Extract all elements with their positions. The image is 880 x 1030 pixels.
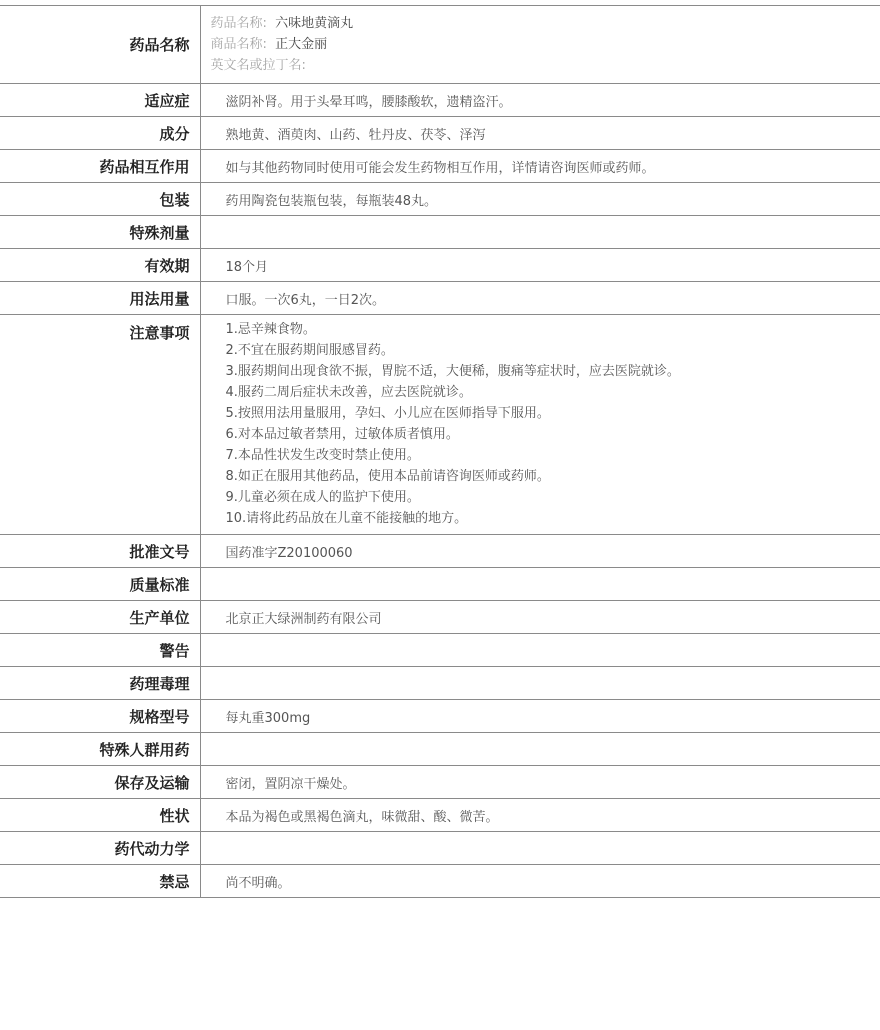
row-label: 生产单位 [0, 601, 200, 634]
row-label: 保存及运输 [0, 766, 200, 799]
row-value: 如与其他药物同时使用可能会发生药物相互作用，详情请咨询医师或药师。 [200, 150, 880, 183]
list-item: 5.按照用法用量服用，孕妇、小儿应在医师指导下服用。 [225, 406, 550, 421]
spec-row [0, 799, 880, 832]
name-value: 正大金丽 [275, 37, 328, 52]
list-item: 9.儿童必须在成人的监护下使用。 [225, 490, 420, 505]
spec-row [0, 832, 880, 865]
list-item: 7.本品性状发生改变时禁止使用。 [225, 448, 420, 463]
precautions-cell [200, 315, 880, 535]
list-item: 4.服药二周后症状未改善，应去医院就诊。 [225, 385, 472, 400]
precautions-row [0, 315, 880, 535]
row-label: 特殊人群用药 [0, 733, 200, 766]
list-item: 6.对本品过敏者禁用，过敏体质者慎用。 [225, 427, 459, 442]
drug-name-line [211, 13, 880, 34]
row-label: 有效期 [0, 249, 200, 282]
drug-name-block [200, 6, 880, 84]
row-label: 药品名称 [0, 6, 200, 84]
row-value [200, 832, 880, 865]
row-label: 规格型号 [0, 700, 200, 733]
list-item: 2.不宜在服药期间服感冒药。 [225, 343, 394, 358]
row-label: 包装 [0, 183, 200, 216]
row-label: 批准文号 [0, 535, 200, 568]
row-value: 尚不明确。 [200, 865, 880, 898]
spec-row [0, 249, 880, 282]
row-label: 特殊剂量 [0, 216, 200, 249]
drug-spec-table [0, 5, 880, 898]
row-value: 本品为褐色或黑褐色滴丸，味微甜、酸、微苦。 [200, 799, 880, 832]
row-label: 药理毒理 [0, 667, 200, 700]
row-label: 警告 [0, 634, 200, 667]
row-label: 性状 [0, 799, 200, 832]
list-item: 8.如正在服用其他药品，使用本品前请咨询医师或药师。 [225, 469, 550, 484]
latin-name-line [211, 55, 880, 76]
row-value [200, 733, 880, 766]
row-label: 禁忌 [0, 865, 200, 898]
row-value [200, 568, 880, 601]
row-label: 适应症 [0, 84, 200, 117]
row-label: 用法用量 [0, 282, 200, 315]
list-item: 1.忌辛辣食物。 [225, 322, 316, 337]
row-value: 国药准字Z20100060 [200, 535, 880, 568]
name-key: 药品名称: [210, 16, 267, 31]
row-value: 熟地黄、酒萸肉、山药、牡丹皮、茯苓、泽泻 [200, 117, 880, 150]
name-key: 商品名称: [210, 37, 267, 52]
row-value: 药用陶瓷包装瓶包装，每瓶装48丸。 [200, 183, 880, 216]
row-value: 北京正大绿洲制药有限公司 [200, 601, 880, 634]
row-value: 密闭，置阴凉干燥处。 [200, 766, 880, 799]
row-label: 药品相互作用 [0, 150, 200, 183]
spec-row [0, 282, 880, 315]
spec-row [0, 634, 880, 667]
drug-name-row [0, 6, 880, 84]
name-key: 英文名或拉丁名: [210, 58, 306, 73]
row-label: 成分 [0, 117, 200, 150]
list-item: 3.服药期间出现食欲不振，胃脘不适，大便稀，腹痛等症状时，应去医院就诊。 [225, 364, 680, 379]
spec-row [0, 535, 880, 568]
row-value: 每丸重300mg [200, 700, 880, 733]
row-label: 注意事项 [0, 315, 200, 535]
spec-row [0, 733, 880, 766]
spec-row [0, 766, 880, 799]
row-value: 18个月 [200, 249, 880, 282]
list-item: 10.请将此药品放在儿童不能接触的地方。 [225, 511, 468, 526]
spec-row [0, 568, 880, 601]
spec-row [0, 667, 880, 700]
spec-row [0, 865, 880, 898]
spec-row [0, 700, 880, 733]
spec-row [0, 84, 880, 117]
trade-name-line [211, 34, 880, 55]
precautions-list [226, 315, 880, 534]
row-value [200, 634, 880, 667]
spec-row [0, 117, 880, 150]
row-value [200, 667, 880, 700]
row-value: 口服。一次6丸，一日2次。 [200, 282, 880, 315]
spec-row [0, 150, 880, 183]
row-value [200, 216, 880, 249]
row-value: 滋阴补肾。用于头晕耳鸣，腰膝酸软，遗精盗汗。 [200, 84, 880, 117]
spec-row [0, 216, 880, 249]
spec-row [0, 601, 880, 634]
row-label: 药代动力学 [0, 832, 200, 865]
spec-row [0, 183, 880, 216]
row-label: 质量标准 [0, 568, 200, 601]
name-value: 六味地黄滴丸 [275, 16, 354, 31]
